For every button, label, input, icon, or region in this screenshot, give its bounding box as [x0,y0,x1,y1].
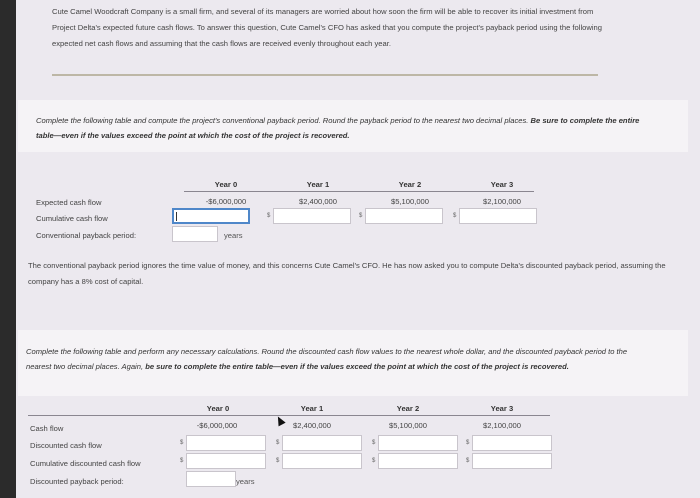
cumulative-discounted-y0-input[interactable] [186,453,266,469]
table1-row-expected-label: Expected cash flow [36,198,102,207]
discounted-cash-flow-y2-input[interactable] [378,435,458,451]
table1-header-year0: Year 0 [214,180,238,189]
table2-header-year0: Year 0 [206,404,230,413]
table2-row-cumulative-label: Cumulative discounted cash flow [30,459,141,468]
table1-expected-y1: $2,400,000 [298,197,337,206]
table1-header-underline [184,191,534,192]
instruction-1-bold: Be sure to complete the entire table—even if the values exceed the point at which the cost of the project is recovered. [36,116,640,140]
dollar-sign: $ [466,458,470,464]
cumulative-discounted-y3-input[interactable] [472,453,552,469]
conventional-payback-input[interactable] [172,226,218,242]
table1-expected-y0: -$6,000,000 [205,197,247,206]
dollar-sign: $ [466,440,470,446]
instruction-2-text: Complete the following table and perform any necessary calculations. Round the discounted cash flow values to the nearest whole dollar, and the discounted payback period to the nearest two decimal places. Again, [26,347,628,371]
instruction-2-bold: be sure to complete the entire table—even if the values exceed the point at which the cost of the project is recovered. [145,362,569,371]
table2-cashflow-y0: -$6,000,000 [196,421,238,430]
table2-row-discounted-label: Discounted cash flow [30,441,102,450]
dollar-sign: $ [276,458,280,464]
cumulative-discounted-y1-input[interactable] [282,453,362,469]
table1-expected-y3: $2,100,000 [482,197,521,206]
discounted-cash-flow-y3-input[interactable] [472,435,552,451]
middle-paragraph: The conventional payback period ignores the time value of money, and this concerns Cute Camel's CFO. He has now asked you to compute Delta's discounted payback period, assuming the company has a 8% cost of capital. [28,261,666,286]
dollar-sign: $ [180,458,184,464]
dollar-sign: $ [372,458,376,464]
cumulative-cash-flow-y0-input[interactable] [172,208,250,224]
dollar-sign: $ [276,440,280,446]
years-unit: years [224,231,243,240]
text-cursor [176,212,177,221]
table1-header-year3: Year 3 [490,180,514,189]
intro-paragraph: Cute Camel Woodcraft Company is a small firm, and several of its managers are worried about how soon the firm will be able to recover its initial investment from Project Delta's expected future cash flows. To answer this question, Cute Camel's CFO has asked that you compute the project's payback period using the following expected net cash flows and assuming that the cash flows are received evenly throughout each year. [52,7,602,48]
table2-cashflow-y3: $2,100,000 [482,421,521,430]
table2-cashflow-y2: $5,100,000 [388,421,427,430]
table1-header-year2: Year 2 [398,180,422,189]
table1-expected-y2: $5,100,000 [390,197,429,206]
dollar-sign: $ [180,440,184,446]
discounted-cash-flow-y0-input[interactable] [186,435,266,451]
table2-header-year3: Year 3 [490,404,514,413]
dollar-sign: $ [453,213,457,219]
discounted-cash-flow-y1-input[interactable] [282,435,362,451]
instruction-2 [26,344,646,374]
dollar-sign: $ [267,213,271,219]
instruction-1 [36,113,656,143]
discounted-payback-input[interactable] [186,471,236,487]
page [16,0,700,498]
cumulative-cash-flow-y1-input[interactable] [273,208,351,224]
years-unit: years [236,477,255,486]
table1-row-cumulative-label: Cumulative cash flow [36,214,108,223]
table1-row-payback-label: Conventional payback period: [36,231,137,240]
table2-header-year1: Year 1 [300,404,324,413]
table2-cashflow-y1: $2,400,000 [292,421,331,430]
cumulative-discounted-y2-input[interactable] [378,453,458,469]
dollar-sign: $ [372,440,376,446]
table1-header-year1: Year 1 [306,180,330,189]
table2-header-year2: Year 2 [396,404,420,413]
instruction-1-text: Complete the following table and compute the project's conventional payback period. Round the payback period to the nearest two decimal places. [36,116,529,125]
cumulative-cash-flow-y2-input[interactable] [365,208,443,224]
cumulative-cash-flow-y3-input[interactable] [459,208,537,224]
table2-row-payback-label: Discounted payback period: [30,477,124,486]
table2-header-underline [28,415,550,416]
table2-row-cashflow-label: Cash flow [30,424,64,433]
divider [52,74,598,76]
dollar-sign: $ [359,213,363,219]
